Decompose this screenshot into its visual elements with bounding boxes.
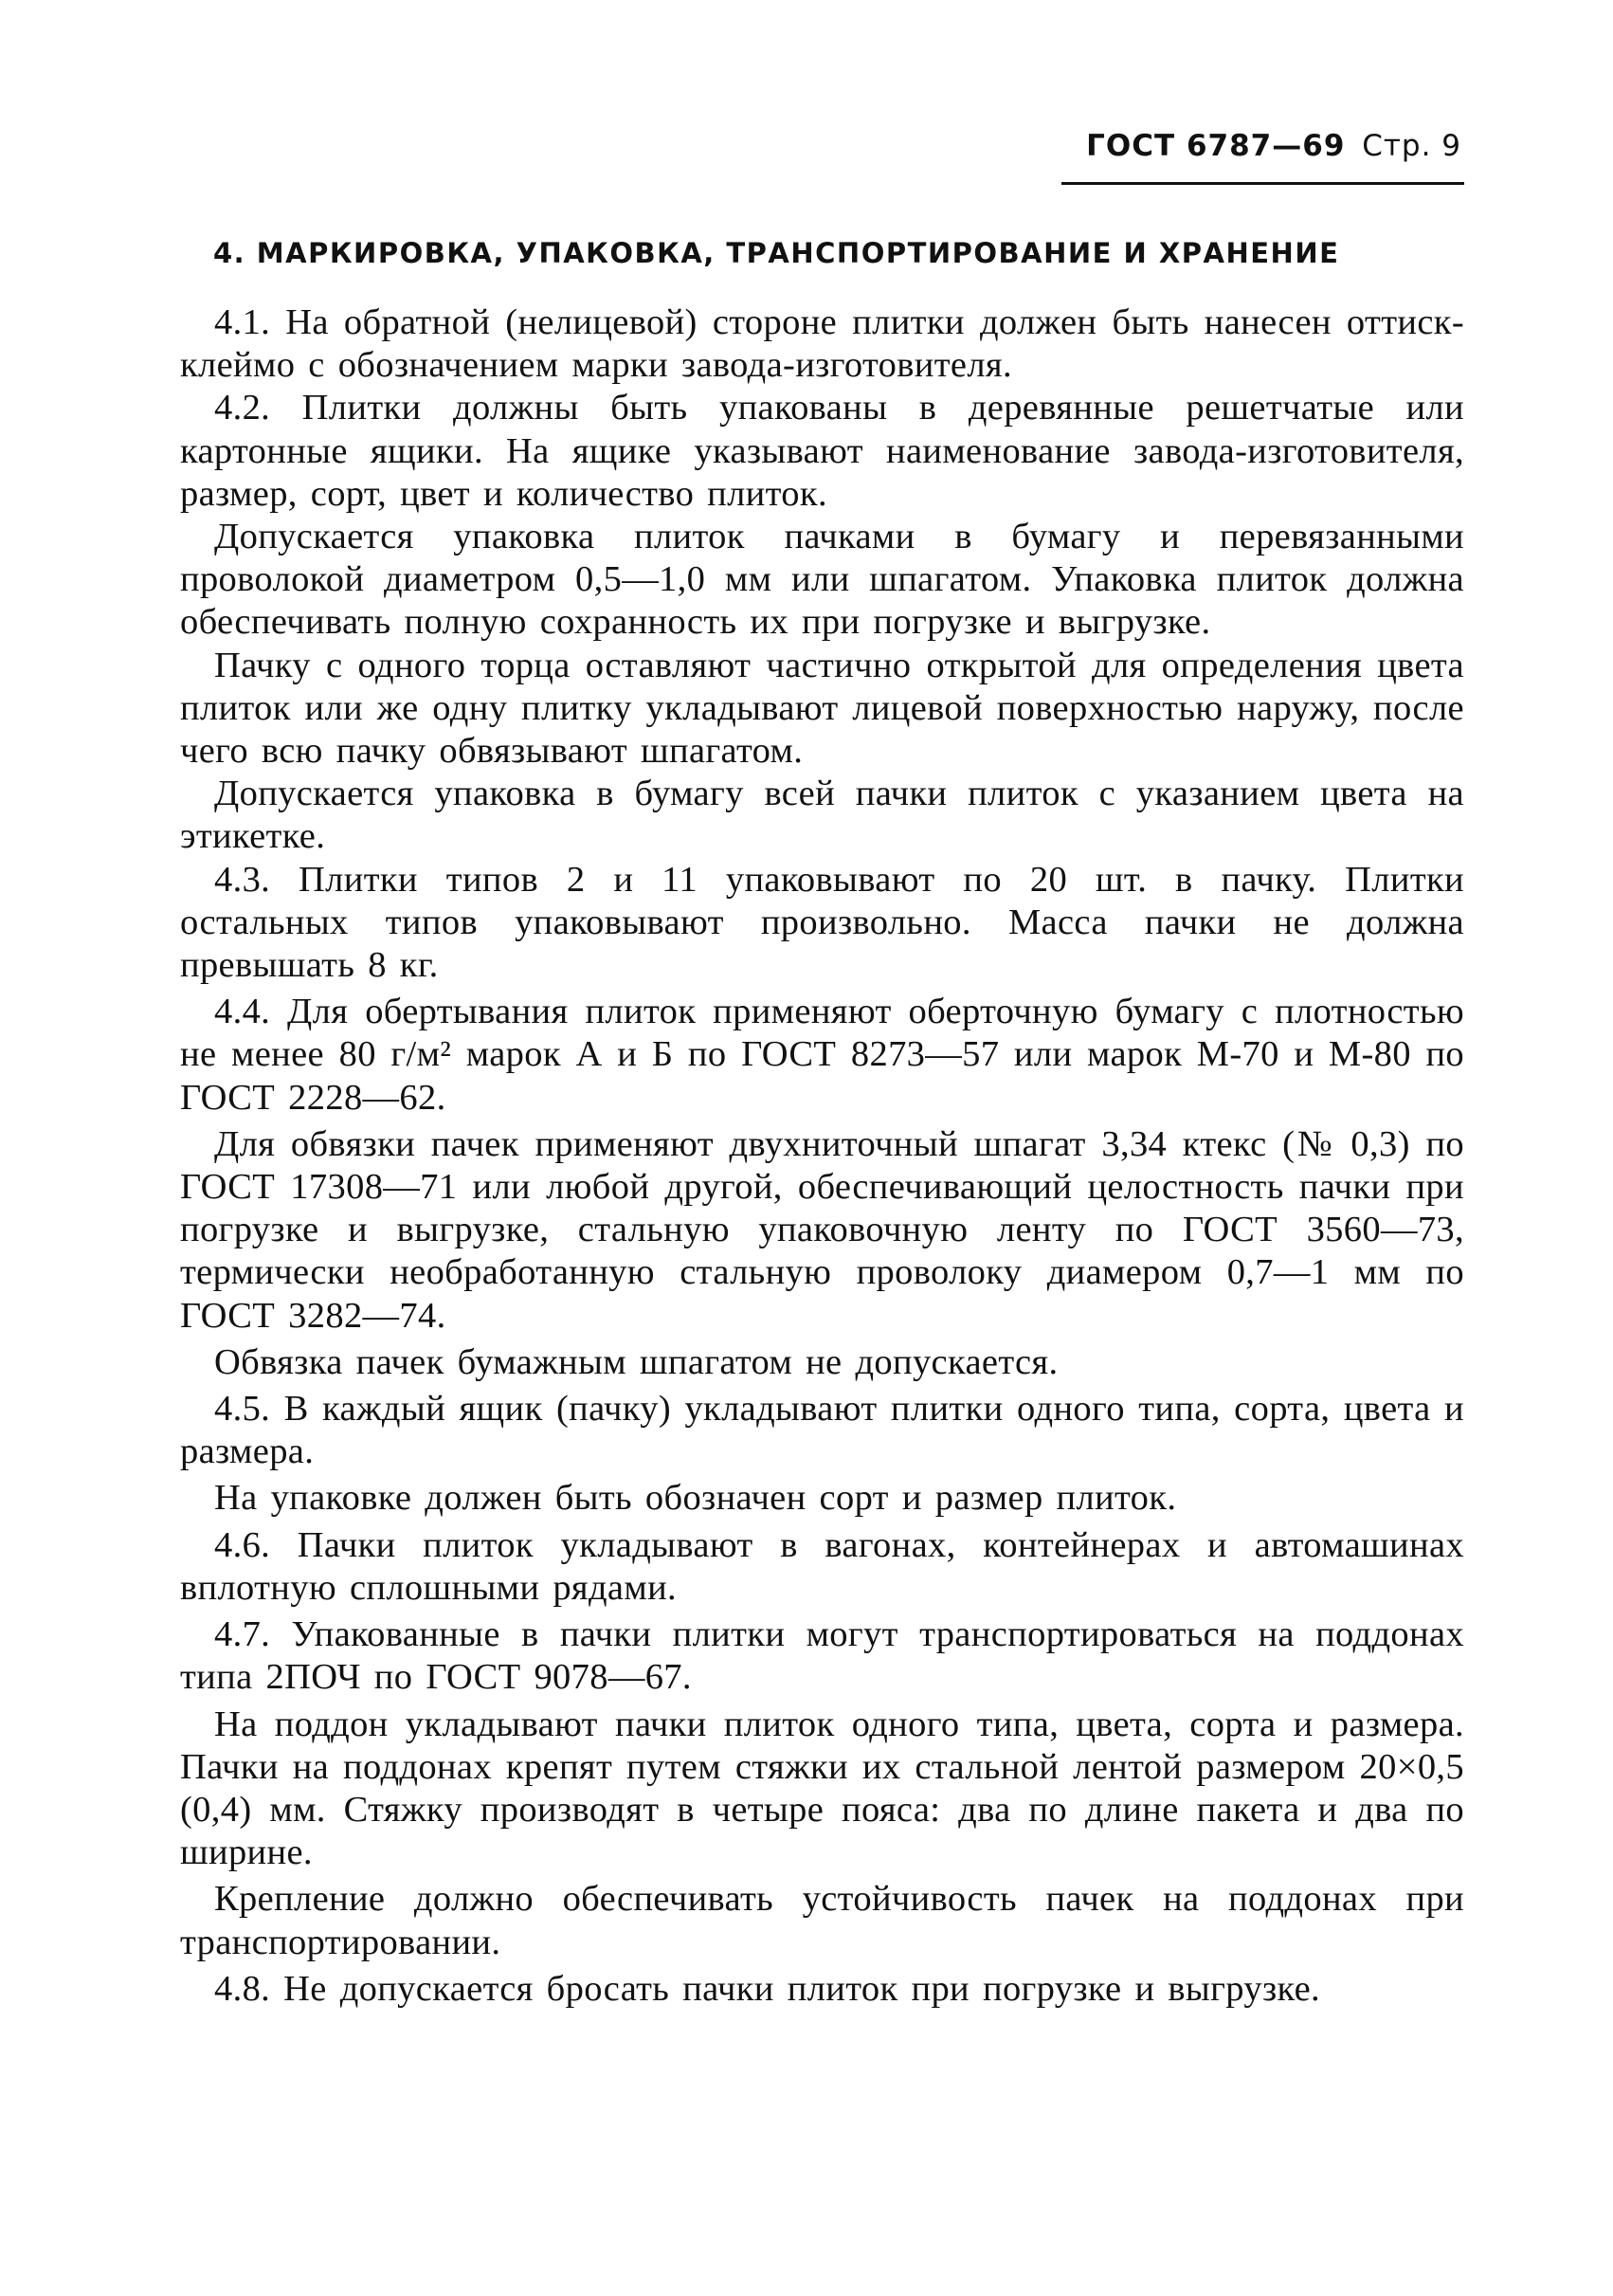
paragraph-4-8: 4.8. Не допускается бросать пачки плиток при погрузке и выгрузке.	[214, 1968, 1321, 2009]
paragraph-4-7-fastening: Крепление должно обеспечивать устойчивость пачек на поддонах при транспортировании.	[180, 1879, 1464, 1962]
paragraph-4-4-paper-twine: Обвязка пачек бумажным шпагатом не допускается.	[214, 1341, 1059, 1382]
page-number: Стр. 9	[1362, 129, 1461, 163]
standard-number: ГОСТ 6787—69	[1086, 129, 1346, 163]
paragraph-4-2-packing: Допускается упаковка плиток пачками в бумагу и перевязанными проволокой диаметром 0,5—1,0 мм или шпагатом. Упаковка плиток должна обеспечивать полную сохранность их при погрузке и выгрузке.	[180, 517, 1464, 643]
paragraph-4-5-marking: На упаковке должен быть обозначен сорт и размер плиток.	[214, 1478, 1177, 1519]
paragraph-4-3: 4.3. Плитки типов 2 и 11 упаковывают по 20 шт. в пачку. Плитки остальных типов упаковывают произвольно. Масса пачки не должна превышать 8 кг.	[180, 859, 1464, 986]
paragraph-4-1: 4.1. На обратной (нелицевой) стороне плитки должен быть нанесен оттиск-клеймо с обозначением марки завода-изготовителя.	[180, 302, 1464, 386]
paragraph-4-7-pallet: На поддон укладывают пачки плиток одного типа, цвета, сорта и размера. Пачки на поддонах крепят путем стяжки их стальной лентой размером 20×0,5 (0,4) мм. Стяжку производят в четыре пояса: два по длине пакета и два по ширине.	[180, 1704, 1464, 1873]
section-title: 4. МАРКИРОВКА, УПАКОВКА, ТРАНСПОРТИРОВАНИЕ И ХРАНЕНИЕ	[213, 237, 1340, 269]
paragraph-4-7: 4.7. Упакованные в пачки плитки могут транспортироваться на поддонах типа 2ПОЧ по ГОСТ 9078—67.	[180, 1614, 1464, 1698]
paragraph-4-2-label: Допускается упаковка в бумагу всей пачки плиток с указанием цвета на этикетке.	[180, 774, 1464, 857]
paragraph-4-6: 4.6. Пачки плиток укладывают в вагонах, контейнерах и автомашинах вплотную сплошными рядами.	[180, 1524, 1464, 1608]
paragraph-4-2: 4.2. Плитки должны быть упакованы в деревянные решетчатые или картонные ящики. На ящике указывают наименование завода-изготовителя, размер, сорт, цвет и количество плиток.	[180, 388, 1464, 514]
paragraph-4-4-tying: Для обвязки пачек применяют двухниточный шпагат 3,34 ктекс (№ 0,3) по ГОСТ 17308—71 или любой другой, обеспечивающий целостность пачки при погрузке и выгрузке, стальную упаковочную ленту по ГОСТ 3560—73, термически необработанную стальную проволоку диамером 0,7—1 мм по ГОСТ 3282—74.	[180, 1123, 1464, 1336]
running-header	[1086, 129, 1461, 163]
body-text	[180, 301, 1464, 2011]
header-rule	[1061, 182, 1464, 185]
paragraph-4-2-pack-end: Пачку с одного торца оставляют частично открытой для определения цвета плиток или же одну плитку укладывают лицевой поверхностью наружу, после чего всю пачку обвязывают шпагатом.	[180, 645, 1464, 772]
paragraph-4-4: 4.4. Для обертывания плиток применяют оберточную бумагу с плотностью не менее 80 г/м² марок А и Б по ГОСТ 8273—57 или марок М-70 и М-80 по ГОСТ 2228—62.	[180, 992, 1464, 1118]
paragraph-4-5: 4.5. В каждый ящик (пачку) укладывают плитки одного типа, сорта, цвета и размера.	[180, 1389, 1464, 1472]
